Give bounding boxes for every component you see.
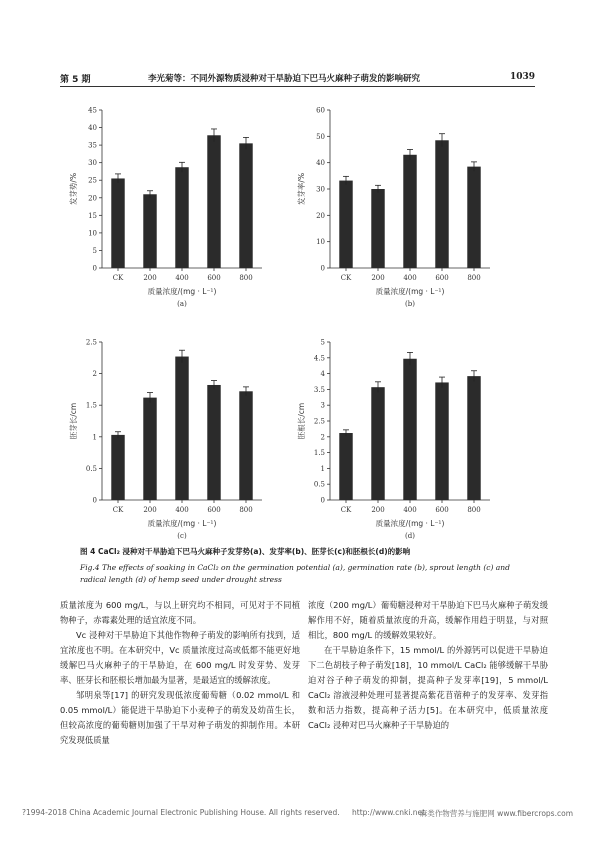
paragraph: 邹明泉等[17] 的研究发现低浓度葡萄糖（0.02 mmol/L 和 0.05 mmol/L）能促进干旱胁迫下小麦种子的萌发及幼苗生长，但较高浓度的葡萄糖则加强了干旱对种子萌发的抑制作用。本研究发现低质量 <box>60 690 300 745</box>
x-axis-label: 质量浓度/(mg · L⁻¹) <box>147 287 217 296</box>
y-axis-label: 发芽势/% <box>69 172 78 206</box>
chart-germination-rate <box>290 98 500 308</box>
header-rule <box>60 86 535 87</box>
bar <box>175 167 188 268</box>
x-axis-label: 质量浓度/(mg · L⁻¹) <box>375 287 445 296</box>
y-tick-label: 60 <box>316 106 325 115</box>
bar <box>175 357 188 500</box>
paragraph: 浓度（200 mg/L）葡萄糖浸种对干旱胁迫下巴马火麻种子萌发缓解作用不好，随着质量浓度的升高，缓解作用趋于明显，与对照相比，800 mg/L 的缓解效果较好。 <box>308 600 548 640</box>
y-tick-label: 5 <box>320 338 325 347</box>
bar <box>403 359 416 500</box>
x-tick-label: 200 <box>143 274 157 282</box>
x-tick-label: 400 <box>403 506 417 514</box>
chart-germination-potential <box>62 98 272 308</box>
bar <box>207 135 220 268</box>
y-tick-label: 4 <box>320 370 325 379</box>
y-axis-label: 胚根长/cm <box>297 402 306 440</box>
x-tick-label: 400 <box>175 274 189 282</box>
y-tick-label: 0 <box>320 496 325 505</box>
x-tick-label: 800 <box>239 274 253 282</box>
y-tick-label: 20 <box>88 194 97 203</box>
page-number: 1039 <box>509 72 535 82</box>
bar <box>467 376 480 500</box>
x-tick-label: 400 <box>403 274 417 282</box>
figure-caption-en: Fig.4 The effects of soaking in CaCl₂ on the germination potential (a), germination rate (b), sprout length (c) and radical length (d) of hemp seed under drought stress <box>80 563 510 584</box>
y-tick-label: 4.5 <box>313 354 325 363</box>
x-tick-label: CK <box>112 274 124 282</box>
x-tick-label: CK <box>112 506 124 514</box>
x-tick-label: CK <box>340 506 352 514</box>
chart-svg <box>290 330 500 540</box>
cnki-url: http://www.cnki.net <box>352 808 426 817</box>
y-tick-label: 45 <box>88 106 97 115</box>
x-tick-label: 600 <box>435 274 449 282</box>
y-tick-label: 5 <box>92 246 97 255</box>
y-tick-label: 0 <box>92 264 97 273</box>
page-footer <box>22 808 573 817</box>
y-tick-label: 0 <box>92 496 97 505</box>
x-tick-label: 600 <box>207 274 221 282</box>
running-title: 李光菊等：不同外源物质浸种对干旱胁迫下巴马火麻种子萌发的影响研究 <box>148 74 421 84</box>
bar <box>143 398 156 500</box>
bar <box>339 181 352 268</box>
bar <box>435 382 448 500</box>
panel-label: (a) <box>177 300 187 308</box>
paragraph: 质量浓度为 600 mg/L，与以上研究均不相同，可见对于不同植物种子，赤霉素处理的适宜浓度不同。 <box>60 600 300 625</box>
body-column-left <box>60 598 300 748</box>
paragraph: Vc 浸种对干旱胁迫下其他作物种子萌发的影响所有找到，适宜浓度也不明。在本研究中，Vc 质量浓度过高或低都不能更好地缓解巴马火麻种子的干旱胁迫，在 600 mg/L 时发芽势、发芽率、胚芽长和胚根长增加最为显著，是最适宜的缓解浓度。 <box>60 630 300 685</box>
y-tick-label: 0.5 <box>85 464 97 473</box>
bar <box>339 433 352 500</box>
bar <box>371 189 384 268</box>
y-tick-label: 35 <box>88 141 97 150</box>
y-tick-label: 10 <box>88 229 97 238</box>
y-tick-label: 10 <box>316 238 325 247</box>
chart-svg <box>62 98 272 308</box>
y-tick-label: 50 <box>316 132 325 141</box>
bar <box>239 143 252 268</box>
y-tick-label: 1 <box>320 464 325 473</box>
figure-caption-cn: 图 4 CaCl₂ 浸种对干旱胁迫下巴马火麻种子发芽势(a)、发芽率(b)、胚芽长(c)和胚根长(d)的影响 <box>80 547 411 556</box>
y-axis-label: 胚芽长/cm <box>69 402 78 440</box>
y-tick-label: 15 <box>88 211 97 220</box>
y-tick-label: 2 <box>92 370 97 379</box>
y-tick-label: 0.5 <box>313 480 325 489</box>
y-tick-label: 40 <box>316 159 325 168</box>
y-tick-label: 20 <box>316 211 325 220</box>
chart-radical-length <box>290 330 500 540</box>
y-tick-label: 2.5 <box>85 338 97 347</box>
panel-label: (b) <box>405 300 415 308</box>
x-tick-label: 200 <box>371 274 385 282</box>
y-tick-label: 40 <box>88 124 97 133</box>
x-tick-label: 800 <box>467 506 481 514</box>
bar <box>143 194 156 268</box>
panel-label: (c) <box>177 532 187 540</box>
bar <box>403 155 416 268</box>
y-tick-label: 3 <box>320 401 325 410</box>
bar <box>435 140 448 268</box>
running-header <box>60 72 535 86</box>
x-tick-label: 200 <box>143 506 157 514</box>
x-tick-label: 800 <box>467 274 481 282</box>
bar <box>239 391 252 500</box>
y-tick-label: 3.5 <box>313 385 325 394</box>
x-tick-label: 600 <box>207 506 221 514</box>
x-tick-label: 200 <box>371 506 385 514</box>
y-tick-label: 1.5 <box>313 449 325 458</box>
y-tick-label: 2.5 <box>313 417 325 426</box>
bar <box>111 178 124 268</box>
bar <box>207 385 220 500</box>
y-axis-label: 发芽率/% <box>297 172 306 206</box>
copyright-notice: ?1994-2018 China Academic Journal Electronic Publishing House. All rights reserved. <box>22 808 340 817</box>
bar <box>371 387 384 500</box>
chart-svg <box>62 330 272 540</box>
x-axis-label: 质量浓度/(mg · L⁻¹) <box>375 519 445 528</box>
bar <box>467 167 480 268</box>
chart-svg <box>290 98 500 308</box>
body-column-right <box>308 598 548 733</box>
x-tick-label: 600 <box>435 506 449 514</box>
issue-number: 第 5 期 <box>60 75 91 85</box>
y-tick-label: 0 <box>320 264 325 273</box>
x-tick-label: 400 <box>175 506 189 514</box>
y-tick-label: 1.5 <box>85 401 97 410</box>
panel-label: (d) <box>405 532 415 540</box>
x-tick-label: CK <box>340 274 352 282</box>
bar <box>111 435 124 500</box>
watermark: 麻类作物营养与施肥网 www.fibercrops.com <box>419 809 573 818</box>
y-tick-label: 30 <box>316 185 325 194</box>
y-tick-label: 30 <box>88 159 97 168</box>
y-tick-label: 25 <box>88 176 97 185</box>
y-tick-label: 1 <box>92 433 97 442</box>
chart-sprout-length <box>62 330 272 540</box>
x-axis-label: 质量浓度/(mg · L⁻¹) <box>147 519 217 528</box>
x-tick-label: 800 <box>239 506 253 514</box>
y-tick-label: 2 <box>320 433 325 442</box>
paragraph: 在干旱胁迫条件下，15 mmol/L 的外源钙可以促进干旱胁迫下二色胡枝子种子萌发[18]，10 mmol/L CaCl₂ 能够缓解干旱胁迫对谷子种子萌发的抑制，提高种子发芽率[19]，5 mmol/L CaCl₂ 溶液浸种处理可显著提高紫花苜蓿种子的发芽率、发芽指数和活力指数，提高种子活力[5]。在本研究中，低质量浓度 CaCl₂ 浸种对巴马火麻种子干旱胁迫的 <box>308 645 548 730</box>
